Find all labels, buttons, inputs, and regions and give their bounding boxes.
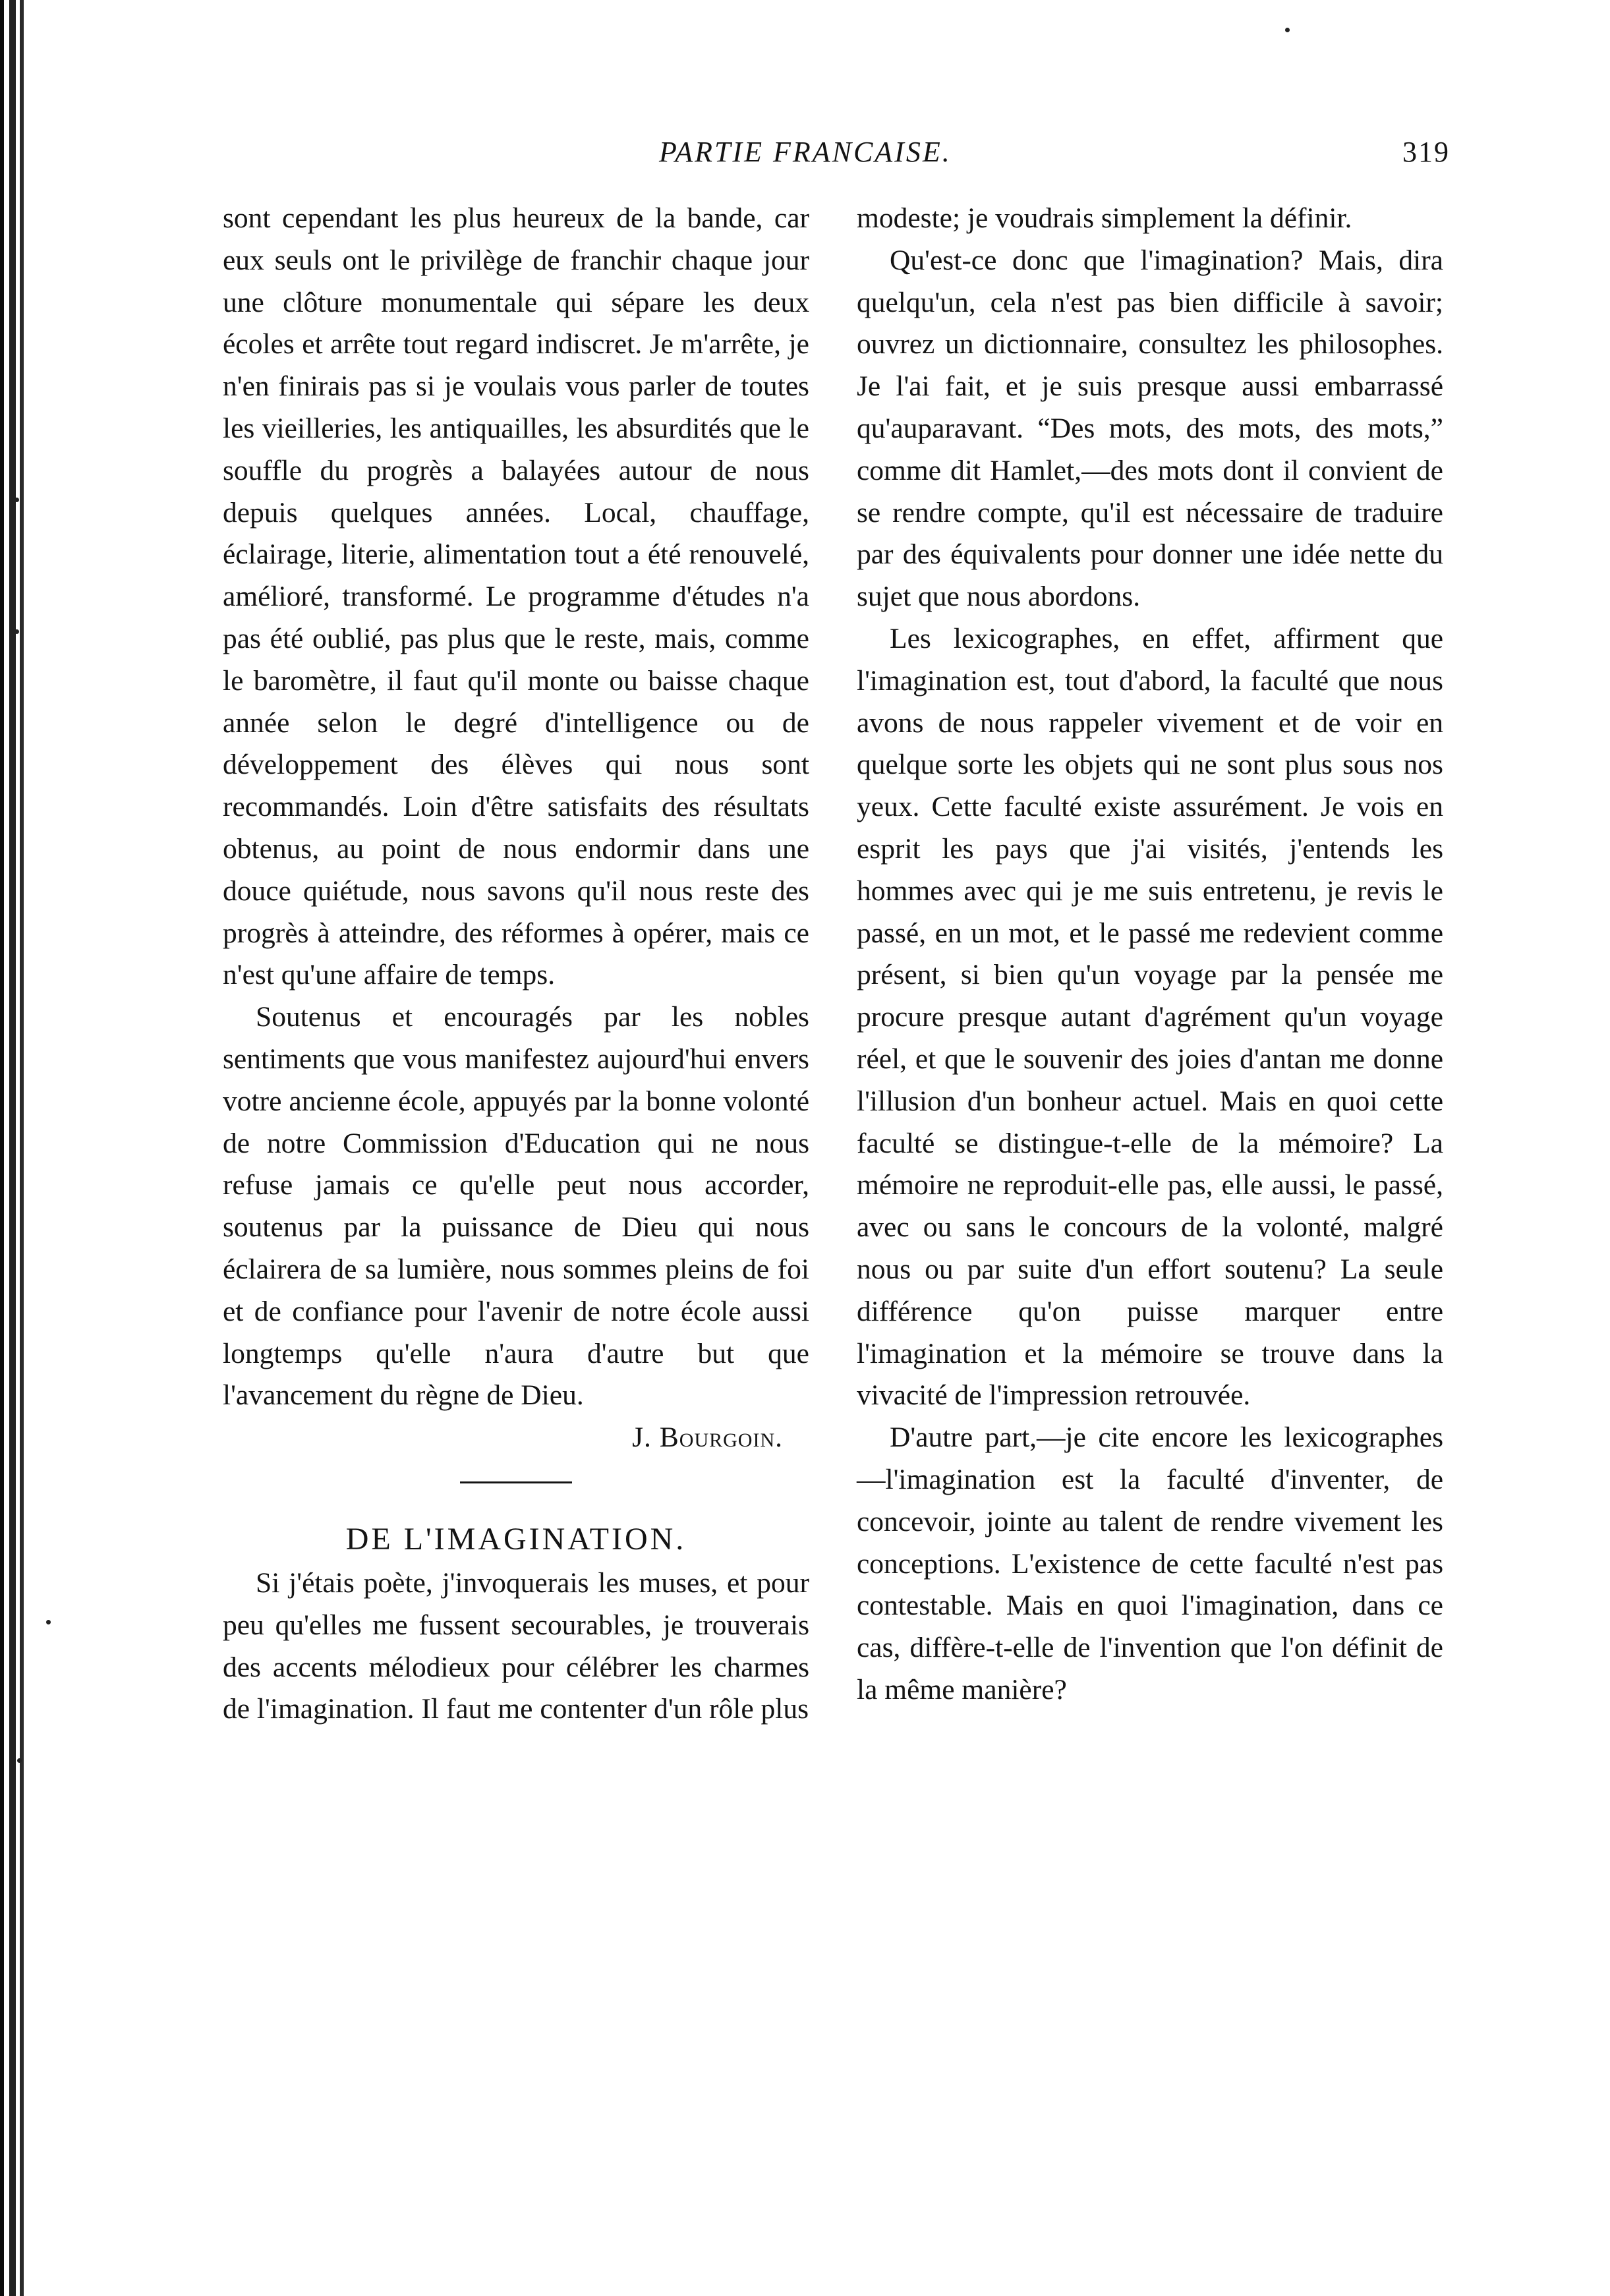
running-title: PARTIE FRANCAISE. bbox=[659, 136, 952, 168]
section-divider bbox=[460, 1481, 572, 1483]
paragraph: modeste; je voudrais simplement la définir. bbox=[857, 202, 1352, 234]
paragraph: Soutenus et encouragés par les nobles sentiments que vous manifestez aujourd'hui envers votre ancienne école, appuyés par la bonne volonté de notre Commission d'Education qui ne nous refuse jamais ce qu'elle peut nous accorder, soutenus par la puissance de Dieu qui nous éclairera de sa lumière, nous sommes pleins de foi et de confiance pour l'avenir de notre école aussi longtemps qu'elle n'aura d'autre but que l'avancement du règne de Dieu. bbox=[223, 1001, 809, 1412]
paragraph: sont cependant les plus heureux de la bande, car eux seuls ont le privilège de franchir chaque jour une clôture monumentale qui sépare les deux écoles et arrête tout regard indiscret. Je m'arrête, je n'en finirais pas si je voulais vous parler de toutes les vieilleries, les antiquailles, les absurdités que le souffle du progrès a balayées autour de nous depuis quelques années. Local, chauffage, éclairage, literie, alimentation tout a été renouvelé, amélioré, transformé. Le programme d'études n'a pas été oublié, pas plus que le reste, mais, comme le baromètre, il faut qu'il monte ou baisse chaque année selon le degré d'intelligence ou de développement des élèves qui nous sont recommandés. Loin d'être satisfaits des résultats obtenus, au point de nous endormir dans une douce quiétude, nous savons qu'il nous reste des progrès à atteindre, des réformes à opérer, mais ce n'est qu'une affaire de temps. bbox=[223, 202, 809, 991]
page-number: 319 bbox=[1402, 136, 1450, 168]
paragraph: Qu'est-ce donc que l'imagination? Mais, dira quelqu'un, cela n'est pas bien difficile à savoir; ouvrez un dictionnaire, consultez les philosophes. Je l'ai fait, et je suis presque aussi embarrassé qu'auparavant. “Des mots, des mots, des mots,” comme dit Hamlet,—des mots dont il convient de se rendre compte, qu'il est nécessaire de traduire par des équivalents pour donner une idée nette du sujet que nous abordons. bbox=[857, 244, 1443, 613]
scan-speck bbox=[46, 1620, 51, 1624]
page-header bbox=[659, 135, 1450, 175]
paragraph: Si j'étais poète, j'invoquerais les muses, et pour peu qu'elles me fussent secourables, je trouverais des accents mélodieux pour célébrer les charmes de l'imagination. Il faut me contenter d'un rôle plus bbox=[223, 1566, 809, 1725]
paragraph: Les lexicographes, en effet, affirment que l'imagination est, tout d'abord, la faculté que nous avons de nous rappeler vivement et de voir en quelque sorte les objets qui ne sont plus sous nos yeux. Cette faculté existe assurément. Je vois en esprit les pays que j'ai visités, j'entends les hommes avec qui je me suis entretenu, je revis le passé, en un mot, et le passé me redevient comme présent, si bien qu'un voyage par la pensée me procure presque autant d'agrément qu'un voyage réel, et que le souvenir des joies d'antan me donne l'illusion d'un bonheur actuel. Mais en quoi cette faculté se distingue-t-elle de la mémoire? La mémoire ne reproduit-elle pas, elle aussi, le passé, avec ou sans le concours de la volonté, malgré nous ou par suite d'un effort soutenu? La seule différence qu'on puisse marquer entre l'imagination et la mémoire se trouve dans la vivacité de l'impression retrouvée. bbox=[857, 622, 1443, 1412]
scan-speck bbox=[14, 498, 19, 502]
paragraph: D'autre part,—je cite encore les lexicographes—l'imagination est la faculté d'inventer, de concevoir, jointe au talent de rendre vivement les conceptions. L'existence de cette faculté n'est pas contestable. Mais en quoi l'imagination, dans ce cas, diffère-t-elle de l'invention que l'on définit de la même manière? bbox=[857, 1421, 1443, 1706]
right-column bbox=[857, 198, 1443, 1711]
article-title: DE L'IMAGINATION. bbox=[345, 1521, 687, 1557]
scan-speck bbox=[17, 1758, 22, 1763]
scan-speck bbox=[14, 629, 19, 634]
book-binding-edge bbox=[0, 0, 37, 2296]
left-column bbox=[223, 198, 809, 1731]
author-signature: J. Bourgoin. bbox=[632, 1421, 783, 1454]
scan-speck bbox=[1285, 28, 1290, 32]
